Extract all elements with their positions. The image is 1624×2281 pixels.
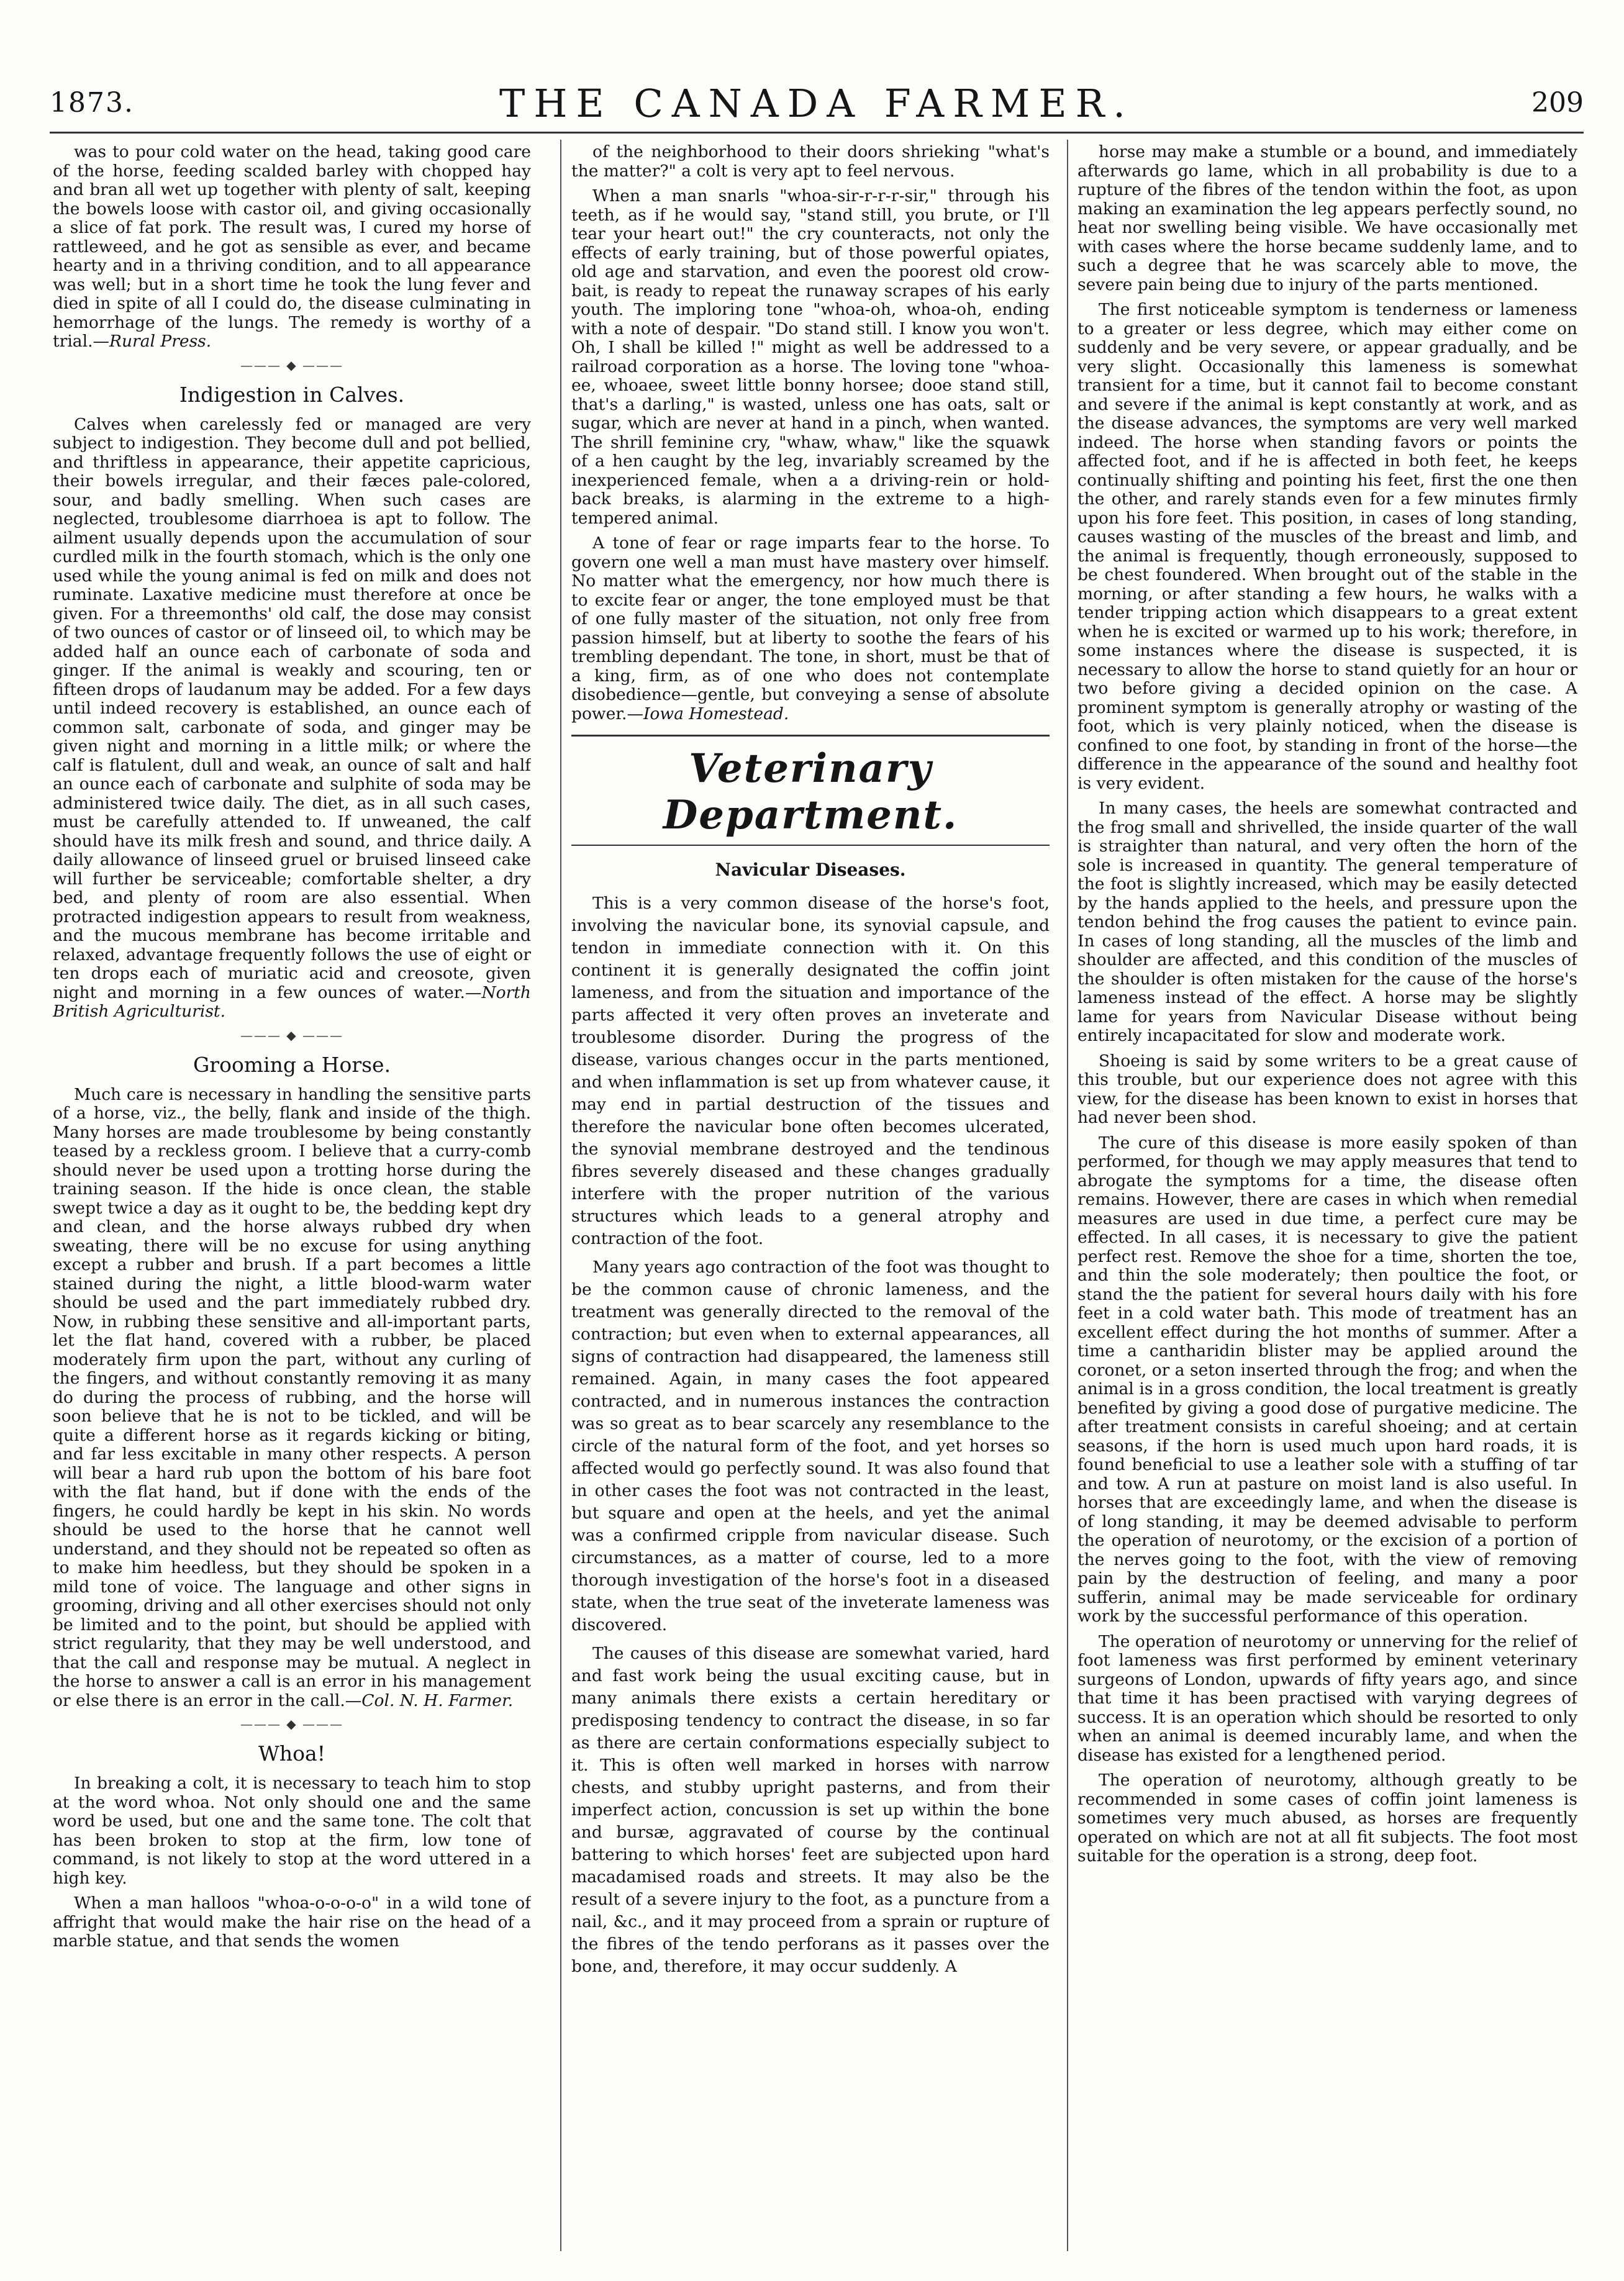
article-source: North British Agriculturist. bbox=[53, 982, 531, 1021]
article-paragraph: When a man halloos "whoa-o-o-o-o" in a wild tone of affright that would make the hair rise on the head of a marble statue, and that sends the women bbox=[53, 1893, 531, 1951]
article-paragraph: of the neighborhood to their doors shrieking "what's the matter?" a colt is very apt to feel nervous. bbox=[571, 143, 1050, 181]
article-paragraph bbox=[53, 415, 531, 1022]
article-source: Iowa Homestead. bbox=[643, 704, 789, 723]
article-paragraph: The operation of neurotomy or unnerving for the relief of foot lameness was first performed by eminent veterinary surgeons of London, upwards of fifty years ago, and since that time it has been practised with varying degrees of success. It is an operation which should be resorted to only when an animal is deemed incurably lame, and when the disease has existed for a lengthened period. bbox=[1077, 1631, 1577, 1765]
article-source: Col. N. H. Farmer. bbox=[361, 1690, 514, 1710]
article-source: Rural Press. bbox=[109, 332, 212, 351]
section-separator: ——— ◆ ——— bbox=[240, 1027, 344, 1043]
article-heading: Whoa! bbox=[258, 1741, 325, 1766]
article-paragraph: The causes of this disease are somewhat varied, hard and fast work being the usual exciting cause, but in many animals there exists a certain hereditary or predisposing tendency to contract the disease, in so far as there are certain conformations especially subject to it. This is often well marked in horses with narrow chests, and stubby upright pasterns, and from their imperfect action, concussion is set up within the bone and bursæ, aggravated of course by the continual battering to which horses' feet are subjected upon hard macadamised roads and streets. It may also be the result of a severe injury to the foot, as a puncture from a nail, &c., and it may proceed from a sprain or rupture of the fibres of the tendo perforans as it passes over the bone, and, therefore, it may occur suddenly. A bbox=[571, 1644, 1050, 1976]
paragraph-text: Much care is necessary in handling the sensitive parts of a horse, viz., the belly, flank and inside of the thigh. Many horses are made troublesome by being constantly teased by a reckless groom. I believe that a curry-comb should never be used upon a trotting horse during the training season. If the hide is once clean, the stable swept twice a day as it ought to be, the bedding kept dry and clean, and the horse always rubbed dry when sweating, there will be no excuse for using anything except a rubber and brush. If a part becomes a little stained during the night, a little blood-warm water should be used and the part immediately rubbed dry. Now, in rubbing these sensitive and all-important parts, let the flat hand, covered with a rubber, be placed moderately firm upon the part, without any curling of the fingers, and without constantly removing it as many do during the process of rubbing, and the horse will soon believe that he is not to be tickled, and will be quite a different horse as it regards kicking or biting, and far less excitable in many other respects. A person will bear a hard rub upon the bottom of his bare foot with the flat hand, but if done with the ends of the fingers, he could hardly be kept in his skin. No words should be used to the horse that he cannot well understand, and they should not be repeated so often as to make him heedless, but they should be spoken in a mild tone of voice. The language and other signs in grooming, driving and all other exercises should not only be limited and to the point, but should be applied with strict regularity, that they may be well understood, and that the call and response may be mutual. A neglect in the horse to answer a call is an error in his management or else there is an error in the call.— bbox=[53, 1084, 531, 1710]
section-separator: ——— ◆ ——— bbox=[240, 357, 344, 373]
page-number: 209 bbox=[1531, 87, 1584, 119]
paragraph-text: A tone of fear or rage imparts fear to the horse. To govern one well a man must have mastery over himself. No matter what the emergency, nor how much there is to excite fear or anger, the tone employed must be that of one fully master of the situation, not only free from passion himself, but at liberty to soothe the fears of his trembling dependant. The tone, in short, must be that of a king, firm, as of one who does not contemplate disobedience—gentle, but conveying a sense of absolute power.— bbox=[571, 533, 1050, 723]
column-3 bbox=[1077, 143, 1577, 2254]
paragraph-text: was to pour cold water on the head, taking good care of the horse, feeding scalded barley with chopped hay and bran all wet up together with plenty of salt, keeping the bowels loose with castor oil, and giving occasionally a slice of fat pork. The result was, I cured my horse of rattleweed, and he got as sensible as ever, and became hearty and in a thriving condition, and to all appearance was well; but in a short time he took the lung fever and died in spite of all I could do, the disease culminating in hemorrhage of the lungs. The remedy is worthy of a trial.— bbox=[53, 143, 531, 351]
department-banner bbox=[571, 735, 1050, 846]
article-paragraph bbox=[53, 143, 531, 351]
masthead-rule bbox=[50, 132, 1584, 134]
article-paragraph bbox=[53, 1086, 531, 1711]
article-paragraph: This is a very common disease of the horse's foot, involving the navicular bone, its synovial capsule, and tendon in immediate connection with it. On this continent it is generally designated the coffin joint lameness, and from the situation and importance of the parts affected it very often proves an inveterate and troublesome disorder. During the progress of the disease, various changes occur in the parts mentioned, and when inflammation is set up from whatever cause, it may end in partial destruction of the tissues and therefore the navicular bone often becomes ulcerated, the synovial membrane destroyed and the tendinous fibres severely diseased and these changes gradually interfere with the proper nutrition of the various structures which leads to a general atrophy and contraction of the foot. bbox=[571, 894, 1050, 1248]
article-heading: Navicular Diseases. bbox=[715, 859, 906, 880]
article-paragraph: In breaking a colt, it is necessary to teach him to stop at the word whoa. Not only should one and the same word be used, but one and the same tone. The colt that has been broken to stop at the firm, low tone of command, is not likely to stop at the word uttered in a high key. bbox=[53, 1774, 531, 1888]
article-paragraph: horse may make a stumble or a bound, and immediately afterwards go lame, which in all probability is due to a rupture of the fibres of the tendon within the foot, as upon making an examination the leg appears perfectly sound, no heat nor swelling being visible. We have occasionally met with cases where the horse became suddenly lame, and to such a degree that he was scarcely able to move, the severe pain being due to injury of the parts mentioned. bbox=[1077, 143, 1577, 294]
column-divider bbox=[560, 140, 561, 2251]
masthead bbox=[50, 81, 1584, 130]
section-separator: ——— ◆ ——— bbox=[240, 1716, 344, 1731]
masthead-year: 1873. bbox=[50, 87, 134, 119]
column-divider bbox=[1067, 140, 1068, 2251]
department-title: Veterinary Department. bbox=[663, 745, 958, 838]
article-paragraph: The first noticeable symptom is tenderness or lameness to a greater or less degree, which may either come on suddenly and be very severe, or appear gradually, and be very slight. Occasionally this lameness is somewhat transient for a time, but it cannot fail to become constant and severe if the animal is kept constantly at work, and as the disease advances, the symptoms are very well marked indeed. The horse when standing favors or points the affected foot, and if he is affected in both feet, he keeps continually shifting and pointing his feet, first the one then the other, and rarely stands even for a few minutes firmly upon his fore feet. This position, in cases of long standing, causes wasting of the muscles of the breast and limb, and the animal is frequently, though erroneously, supposed to be chest foundered. When brought out of the stable in the morning, or after standing a few hours, he walks with a tender tripping action which disappears to a great extent when he is excited or warmed up to his work; therefore, in some instances where the disease is suspected, it is necessary to allow the horse to stand quietly for an hour or two before giving a decided opinion on the case. A prominent symptom is generally atrophy or wasting of the foot, which is very plainly noticed, when the disease is confined to one foot, by standing in front of the horse—the difference in the appearance of the sound and healthy foot is very evident. bbox=[1077, 300, 1577, 793]
article-paragraph: The cure of this disease is more easily spoken of than performed, for though we may apply measures that tend to abrogate the symptoms for a time, the disease often remains. However, there are cases in which when remedial measures are used in due time, a perfect cure may be effected. In all cases, it is necessary to give the patient perfect rest. Remove the shoe for a time, shorten the toe, and thin the sole moderately; then poultice the foot, or stand the the patient for several hours daily with his fore feet in a cold water bath. This mode of treatment has an excellent effect during the hot months of summer. After a time a cantharidin blister may be applied around the coronet, or a seton inserted through the frog; and when the animal is in a gross condition, the local treatment is greatly benefited by giving a good dose of purgative medicine. The after treatment consists in careful shoeing; and at certain seasons, if the horn is used much upon hard roads, it is found beneficial to use a leather sole with a stuffing of tar and tow. A run at pasture on moist land is also useful. In horses that are exceedingly lame, and when the disease is of long standing, it may be deemed advisable to perform the operation of neurotomy, or the excision of a portion of the nerves going to the foot, with the view of removing pain by the destruction of feeling, and many a poor sufferin, animal may be made serviceable for ordinary work by the successful performance of this operation. bbox=[1077, 1133, 1577, 1626]
article-heading: Grooming a Horse. bbox=[193, 1052, 391, 1077]
article-heading: Indigestion in Calves. bbox=[179, 382, 405, 407]
article-paragraph: In many cases, the heels are somewhat contracted and the frog small and shrivelled, the inside quarter of the wall is straighter than natural, and very often the horn of the sole is increased in quantity. The general temperature of the foot is slightly increased, which may be easily detected by the hands applied to the heels, and pressure upon the tendon behind the frog causes the patient to evince pain. In cases of long standing, all the muscles of the limb and shoulder are affected, and this condition of the muscles of the shoulder is often mistaken for the cause of the horse's lameness instead of the effect. A horse may be slightly lame for years from Navicular Disease without being entirely incapacitated for slow and moderate work. bbox=[1077, 799, 1577, 1045]
masthead-title: THE CANADA FARMER. bbox=[499, 81, 1135, 126]
article-paragraph: When a man snarls "whoa-sir-r-r-r-sir," through his teeth, as if he would say, "stand still, you brute, or I'll tear your heart out!" the cry counteracts, not only the effects of early training, but of those powerful opiates, old age and starvation, and even the poorest old crow-bait, is ready to repeat the runaway scrapes of his early youth. The imploring tone "whoa-oh, whoa-oh, ending with a note of despair. "Do stand still. I know you won't. Oh, I shall be killed !" might as well be addressed to a railroad corporation as a horse. The loving tone "whoa-ee, whoaee, sweet little bonny horsee; dooe stand still, that's a darling," is wasted, unless one has oats, salt or sugar, which are never at hand in a pinch, when wanted. The shrill feminine cry, "whaw, whaw," like the squawk of a hen caught by the leg, invariably screamed by the inexperienced female, when a a driving-rein or hold-back breaks, is alarming in the extreme to a high-tempered animal. bbox=[571, 186, 1050, 528]
column-1 bbox=[53, 143, 531, 2254]
paragraph-text: Calves when carelessly fed or managed are very subject to indigestion. They become dull and pot bellied, and thriftless in appearance, their appetite capricious, their bowels irregular, and their fæces pale-colored, sour, and badly smelling. When such cases are neglected, troublesome diarrhoea is apt to follow. The ailment usually depends upon the accumulation of sour curdled milk in the fourth stomach, which is the only one used while the young animal is fed on milk and does not ruminate. Laxative medicine must therefore at once be given. For a threemonths' old calf, the dose may consist of two ounces of castor or of linseed oil, to which may be added half an ounce each of carbonate of soda and ginger. If the animal is weakly and scouring, ten or fifteen drops of laudanum may be added. For a few days until indeed recovery is established, an ounce each of common salt, carbonate of soda, and ginger may be given night and morning in a little milk; or where the calf is flatulent, dull and weak, an ounce of salt and half an ounce each of carbonate and sulphite of soda may be administered twice daily. The diet, as in all such cases, must be carefully attended to. If unweaned, the calf should have its milk fresh and sound, and thrice daily. A daily allowance of linseed gruel or bruised linseed cake will further be serviceable; comfortable shelter, a dry bed, and plenty of room are also essential. When protracted indigestion appears to result from weakness, and the mucous membrane has become irritable and relaxed, advantage frequently follows the use of eight or ten drops each of muriatic acid and creosote, given night and morning in a few ounces of water.— bbox=[53, 414, 531, 1002]
article-paragraph: Shoeing is said by some writers to be a great cause of this trouble, but our experience does not agree with this view, for the disease has been known to exist in horses that had never been shod. bbox=[1077, 1051, 1577, 1127]
column-2 bbox=[571, 143, 1050, 2254]
article-paragraph bbox=[571, 534, 1050, 723]
article-paragraph: The operation of neurotomy, although greatly to be recommended in some cases of coffin joint lameness is sometimes very much abused, as horses are frequently operated on which are not at all fit subjects. The foot most suitable for the operation is a strong, deep foot. bbox=[1077, 1771, 1577, 1866]
article-paragraph: Many years ago contraction of the foot was thought to be the common cause of chronic lameness, and the treatment was generally directed to the removal of the contraction; but even when to external appearances, all signs of contraction had disappeared, the lameness still remained. Again, in many cases the foot appeared contracted, and in numerous instances the contraction was so great as to bear scarcely any resemblance to the circle of the natural form of the foot, and yet horses so affected would go perfectly sound. It was also found that in other cases the foot was not contracted in the least, but square and open at the heels, and yet the animal was a confirmed cripple from navicular disease. Such circumstances, as a matter of course, led to a more thorough investigation of the horse's foot in a diseased state, when the true seat of the inveterate lameness was discovered. bbox=[571, 1258, 1050, 1635]
